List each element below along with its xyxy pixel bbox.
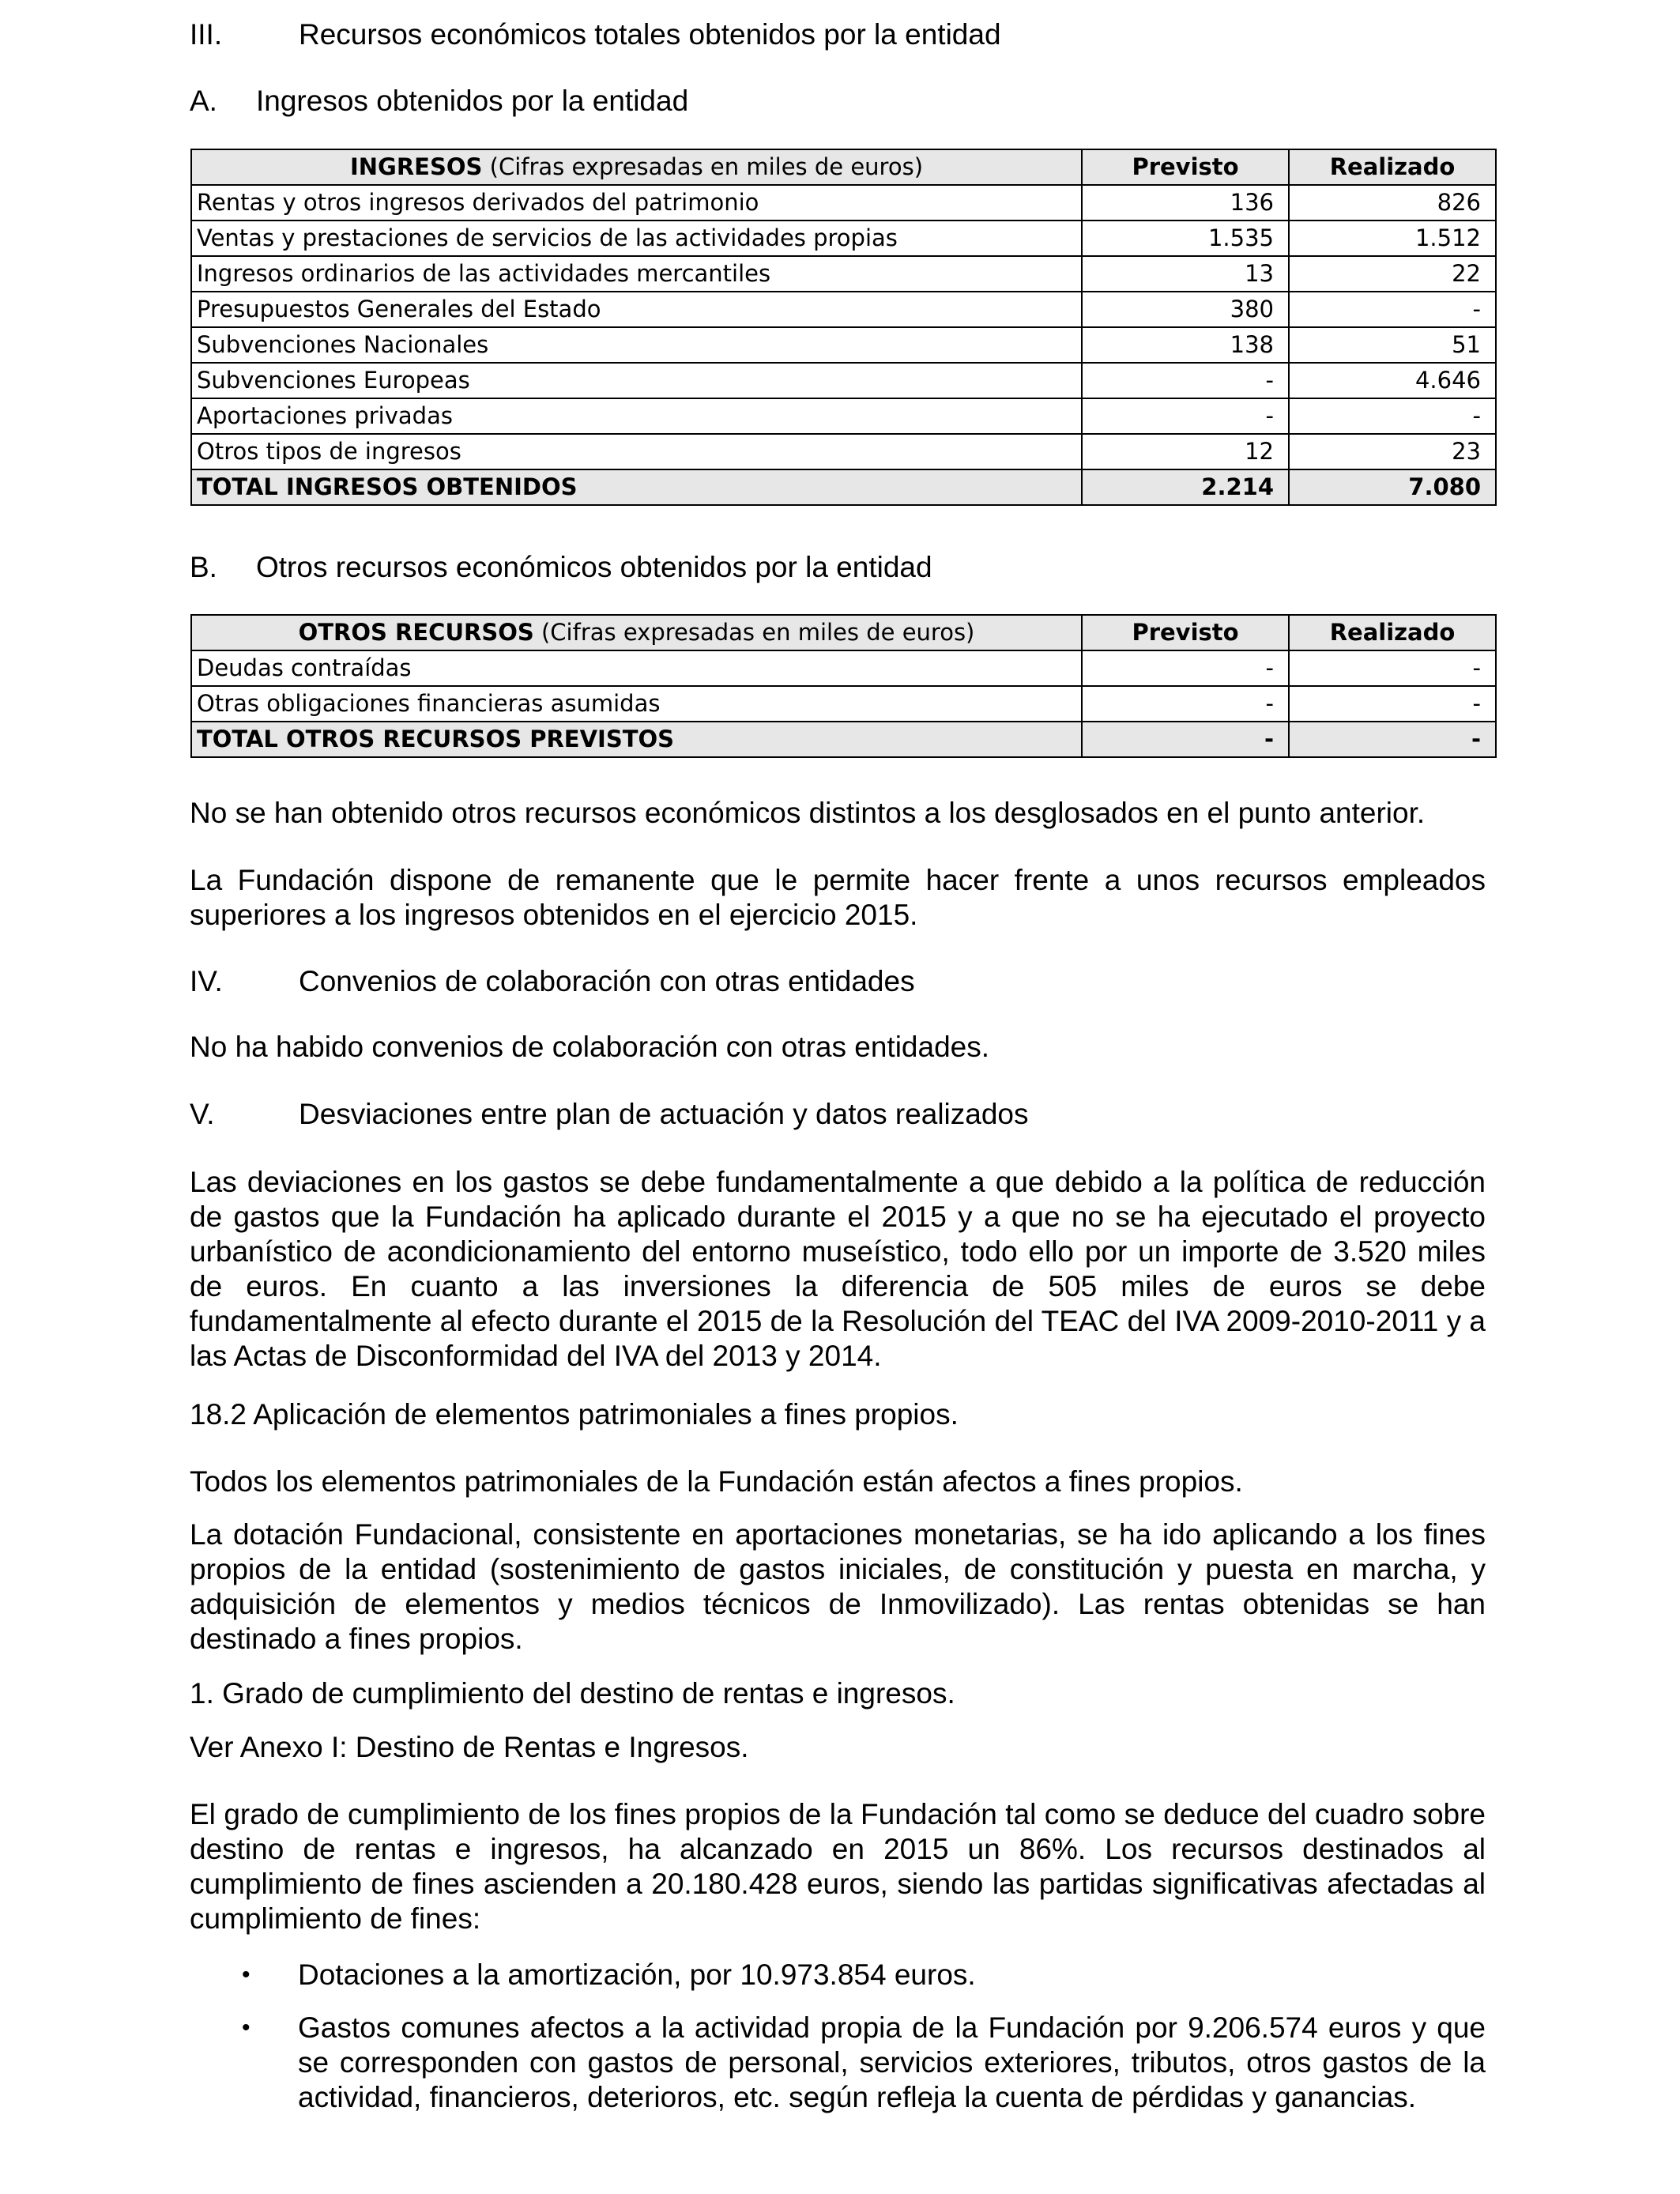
- header-previsto: Previsto: [1082, 615, 1289, 650]
- total-concept: TOTAL OTROS RECURSOS PREVISTOS: [191, 722, 1082, 757]
- table-row: [191, 650, 1496, 686]
- row-previsto: -: [1082, 686, 1289, 722]
- row-concept: Otros tipos de ingresos: [191, 434, 1082, 469]
- table-row: [191, 256, 1496, 292]
- otros-recursos-table: [190, 614, 1497, 758]
- section-number: V.: [190, 1098, 215, 1130]
- total-concept: TOTAL INGRESOS OBTENIDOS: [191, 469, 1082, 505]
- table-row: [191, 185, 1496, 221]
- header-concept: INGRESOS (Cifras expresadas en miles de euros): [191, 149, 1082, 185]
- row-realizado: 1.512: [1289, 221, 1496, 256]
- section-title: Recursos económicos totales obtenidos por la entidad: [299, 18, 1001, 51]
- section-title: Ingresos obtenidos por la entidad: [256, 85, 689, 117]
- row-concept: Aportaciones privadas: [191, 398, 1082, 434]
- row-concept: Subvenciones Europeas: [191, 363, 1082, 398]
- bullet-list: [190, 1958, 1486, 2115]
- header-previsto: Previsto: [1082, 149, 1289, 185]
- paragraph-no-otros-recursos: No se han obtenido otros recursos económicos distintos a los desglosados en el punto anterior.: [190, 797, 1426, 829]
- table-row: [191, 292, 1496, 327]
- section-number: III.: [190, 18, 223, 51]
- table-row: [191, 221, 1496, 256]
- row-concept: Subvenciones Nacionales: [191, 327, 1082, 363]
- table-row: [191, 686, 1496, 722]
- list-item-text: Dotaciones a la amortización, por 10.973.854 euros.: [298, 1958, 976, 1991]
- row-previsto: -: [1082, 650, 1289, 686]
- row-realizado: 4.646: [1289, 363, 1496, 398]
- list-item: [190, 2011, 1486, 2115]
- table-row: [191, 434, 1496, 469]
- section-number: IV.: [190, 965, 223, 997]
- row-previsto: 138: [1082, 327, 1289, 363]
- section-letter: A.: [190, 85, 217, 117]
- section-18-2-heading: 18.2 Aplicación de elementos patrimoniales a fines propios.: [190, 1398, 959, 1431]
- paragraph-ver-anexo: Ver Anexo I: Destino de Rentas e Ingresos.: [190, 1731, 749, 1763]
- table-total-row: [191, 469, 1496, 505]
- row-realizado: -: [1289, 650, 1496, 686]
- row-previsto: 12: [1082, 434, 1289, 469]
- paragraph-desviaciones: Las deviaciones en los gastos se debe fundamentalmente a que debido a la política de reducción de gastos que la Fundación ha aplicado durante el 2015 y a que no se ha ejecutado el proyecto urbanístico de acondicionamiento del entorno museístico, todo ello por un importe de 3.520 miles de euros. En cuanto a las inversiones la diferencia de 505 miles de euros se debe fundamentalmente al efecto durante el 2015 de la Resolución del TEAC del IVA 2009-2010-2011 y a las Actas de Disconformidad del IVA del 2013 y 2014.: [190, 1166, 1486, 1372]
- table-header-row: [191, 615, 1496, 650]
- table-total-row: [191, 722, 1496, 757]
- row-realizado: -: [1289, 292, 1496, 327]
- row-concept: Rentas y otros ingresos derivados del patrimonio: [191, 185, 1082, 221]
- row-realizado: -: [1289, 398, 1496, 434]
- paragraph-dotacion-fundacional: La dotación Fundacional, consistente en aportaciones monetarias, se ha ido aplicando a los fines propios de la entidad (sostenimiento de gastos iniciales, de constitución y puesta en marcha, y adquisición de elementos y medios técnicos de Inmovilizado). Las rentas obtenidas se han destinado a fines propios.: [190, 1518, 1486, 1655]
- row-previsto: -: [1082, 363, 1289, 398]
- section-title: Desviaciones entre plan de actuación y datos realizados: [299, 1098, 1029, 1130]
- section-title: Convenios de colaboración con otras entidades: [299, 965, 915, 997]
- paragraph-convenios: No ha habido convenios de colaboración con otras entidades.: [190, 1031, 990, 1063]
- row-previsto: -: [1082, 398, 1289, 434]
- section-1-heading: 1. Grado de cumplimiento del destino de rentas e ingresos.: [190, 1677, 955, 1710]
- table-row: [191, 327, 1496, 363]
- section-letter: B.: [190, 551, 217, 583]
- section-title: Otros recursos económicos obtenidos por la entidad: [256, 551, 932, 583]
- list-item-text: Gastos comunes afectos a la actividad propia de la Fundación por 9.206.574 euros y que se corresponden con gastos de personal, servicios exteriores, tributos, otros gastos de la actividad, financieros, deterioros, etc. según refleja la cuenta de pérdidas y ganancias.: [298, 2011, 1486, 2113]
- table-header-row: [191, 149, 1496, 185]
- paragraph-grado-cumplimiento: El grado de cumplimiento de los fines propios de la Fundación tal como se deduce del cuadro sobre destino de rentas e ingresos, ha alcanzado en 2015 un 86%. Los recursos destinados al cumplimiento de fines ascienden a 20.180.428 euros, siendo las partidas significativas afectadas al cumplimiento de fines:: [190, 1798, 1486, 1935]
- row-realizado: 23: [1289, 434, 1496, 469]
- row-concept: Ventas y prestaciones de servicios de las actividades propias: [191, 221, 1082, 256]
- row-previsto: 13: [1082, 256, 1289, 292]
- table-row: [191, 363, 1496, 398]
- header-realizado: Realizado: [1289, 615, 1496, 650]
- total-previsto: 2.214: [1082, 469, 1289, 505]
- paragraph-remanente: La Fundación dispone de remanente que le permite hacer frente a unos recursos empleados superiores a los ingresos obtenidos en el ejercicio 2015.: [190, 864, 1486, 931]
- row-previsto: 136: [1082, 185, 1289, 221]
- row-concept: Deudas contraídas: [191, 650, 1082, 686]
- paragraph-todos-elementos: Todos los elementos patrimoniales de la Fundación están afectos a fines propios.: [190, 1465, 1243, 1498]
- row-previsto: 380: [1082, 292, 1289, 327]
- bullet-icon: •: [242, 2015, 250, 2041]
- row-previsto: 1.535: [1082, 221, 1289, 256]
- row-realizado: 51: [1289, 327, 1496, 363]
- bullet-icon: •: [242, 1962, 250, 1988]
- ingresos-table: [190, 149, 1497, 506]
- row-concept: Otras obligaciones financieras asumidas: [191, 686, 1082, 722]
- row-concept: Ingresos ordinarios de las actividades mercantiles: [191, 256, 1082, 292]
- row-realizado: -: [1289, 686, 1496, 722]
- row-realizado: 826: [1289, 185, 1496, 221]
- total-realizado: 7.080: [1289, 469, 1496, 505]
- table-row: [191, 398, 1496, 434]
- total-realizado: -: [1289, 722, 1496, 757]
- header-realizado: Realizado: [1289, 149, 1496, 185]
- list-item: [190, 1958, 1486, 1992]
- row-concept: Presupuestos Generales del Estado: [191, 292, 1082, 327]
- total-previsto: -: [1082, 722, 1289, 757]
- header-concept: OTROS RECURSOS (Cifras expresadas en miles de euros): [191, 615, 1082, 650]
- row-realizado: 22: [1289, 256, 1496, 292]
